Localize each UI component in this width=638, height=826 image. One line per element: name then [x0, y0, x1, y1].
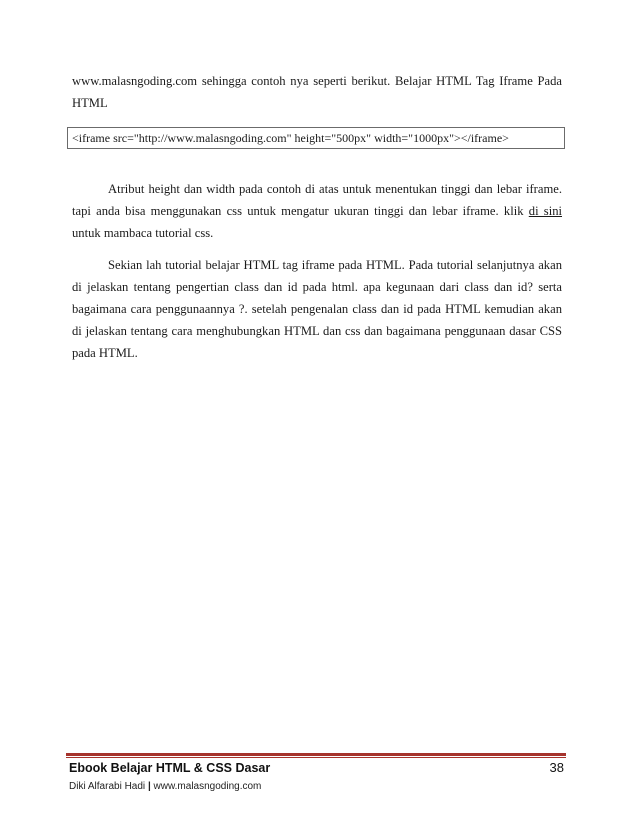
footer-divider-thick	[66, 753, 566, 756]
code-sample-box	[67, 127, 565, 149]
paragraph-2-text: Sekian lah tutorial belajar HTML tag iframe pada HTML. Pada tutorial selanjutnya akan di jelaskan tentang pengertian class dan id pada html. apa kegunaan dari class dan id? serta bagaimana cara penggunaannya ?. setelah pengenalan class dan id pada HTML kemudian akan di jelaskan tentang cara menghubungkan HTML dan css dan bagaimana penggunaan dasar CSS pada HTML.	[72, 258, 562, 360]
footer-author-line	[69, 781, 261, 792]
intro-paragraph	[72, 70, 562, 114]
paragraph-1-text-after-link: untuk mambaca tutorial css.	[72, 226, 214, 240]
footer-divider-thin	[66, 757, 566, 758]
paragraph-1-text-before-link: Atribut height dan width pada contoh di atas untuk menentukan tinggi dan lebar iframe. tapi anda bisa menggunakan css untuk mengatur ukuran tinggi dan lebar iframe. klik	[72, 182, 562, 218]
footer-website: www.malasngoding.com	[153, 781, 262, 792]
paragraph-height-width	[72, 178, 562, 244]
footer-author-name: Diki Alfarabi Hadi	[69, 781, 146, 792]
css-tutorial-link[interactable]: di sini	[528, 204, 563, 218]
footer-book-title: Ebook Belajar HTML & CSS Dasar	[69, 761, 271, 775]
paragraph-closing	[72, 254, 562, 364]
code-sample-text: <iframe src="http://www.malasngoding.com" height="500px" width="1000px"></iframe>	[72, 131, 509, 145]
intro-text: www.malasngoding.com sehingga contoh nya seperti berikut. Belajar HTML Tag Iframe Pada HTML	[72, 74, 562, 110]
footer-page-number: 38	[549, 760, 564, 775]
footer-separator: |	[147, 781, 151, 792]
